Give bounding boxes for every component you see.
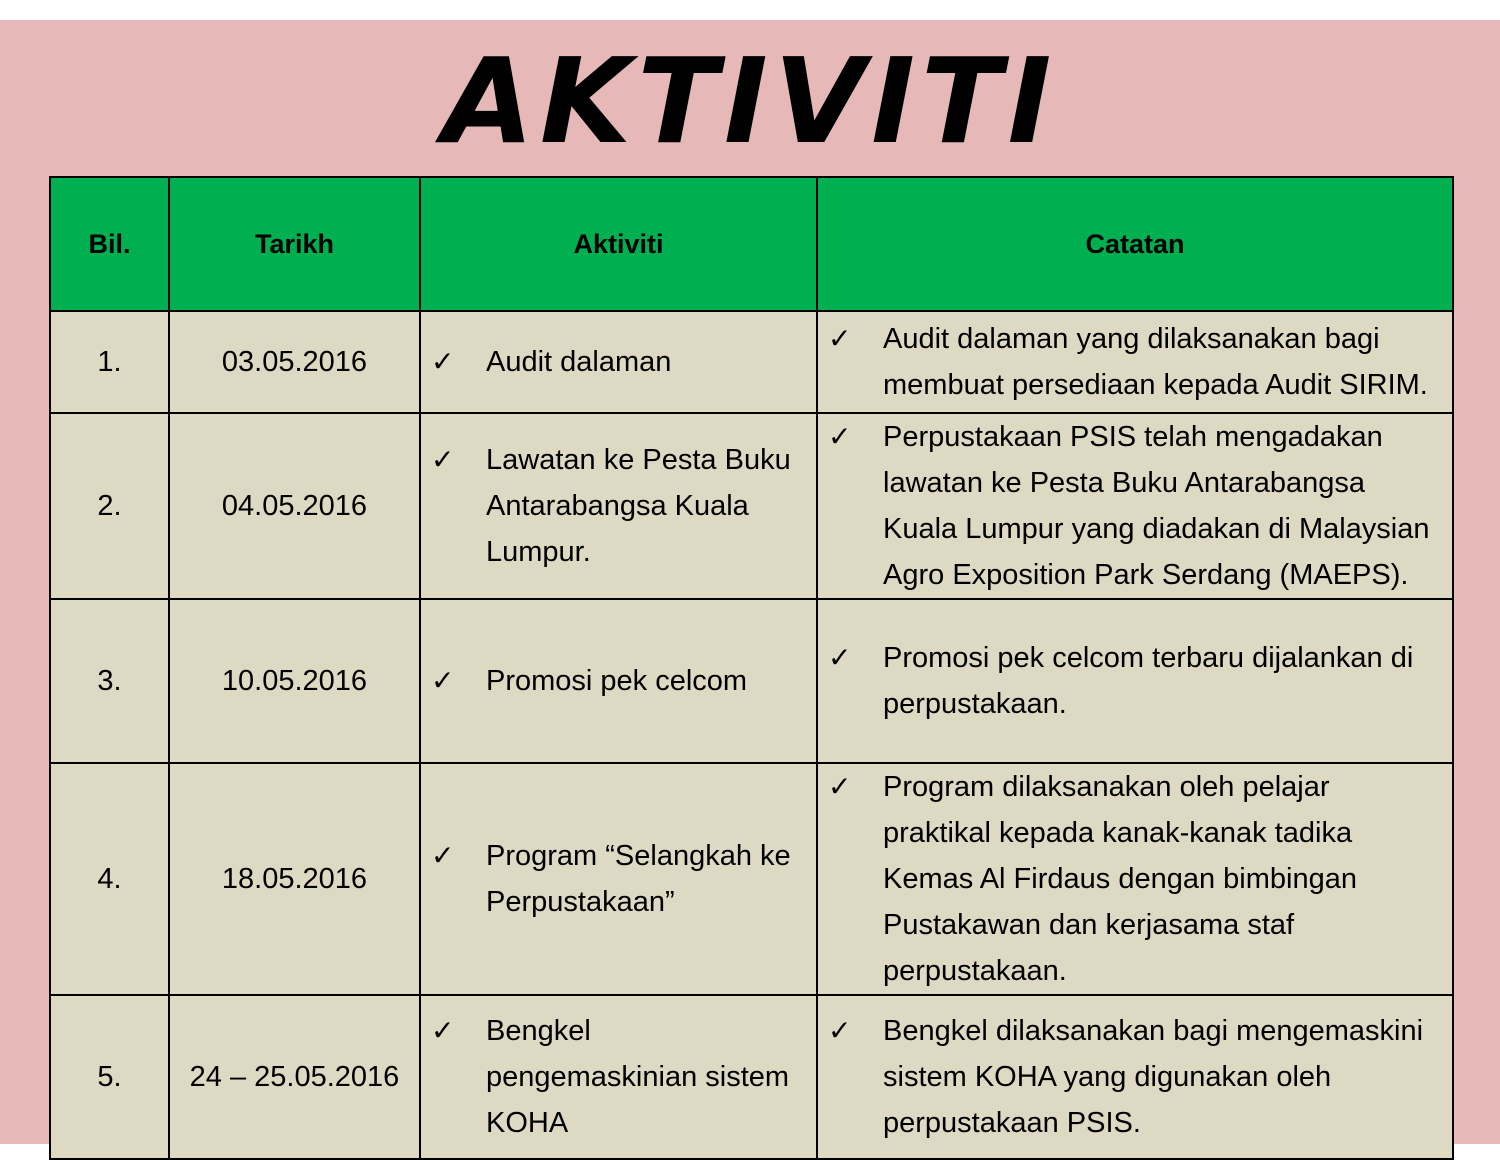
checkmark-icon: ✓	[431, 345, 455, 378]
checkmark-icon: ✓	[431, 664, 455, 697]
row-aktiviti-cell	[420, 599, 817, 763]
header-tarikh: Tarikh	[169, 177, 420, 311]
row-tarikh: 03.05.2016	[169, 311, 420, 413]
row-aktiviti: Bengkel pengemaskinian sistem KOHA	[486, 1015, 790, 1139]
row-catatan-cell	[817, 995, 1453, 1159]
header-bil: Bil.	[50, 177, 169, 311]
slide	[0, 20, 1500, 1144]
row-bil: 1.	[50, 311, 169, 413]
table-header-row	[50, 177, 1453, 311]
table-row	[50, 995, 1453, 1159]
table-row	[50, 413, 1453, 599]
row-tarikh: 10.05.2016	[169, 599, 420, 763]
row-catatan-cell	[817, 599, 1453, 763]
table-row	[50, 311, 1453, 413]
table-row	[50, 763, 1453, 995]
row-catatan-cell	[817, 763, 1453, 995]
checkmark-icon: ✓	[828, 322, 852, 355]
row-aktiviti: Audit dalaman	[486, 346, 672, 378]
row-catatan-cell	[817, 413, 1453, 599]
checkmark-icon: ✓	[828, 770, 852, 803]
row-catatan: Perpustakaan PSIS telah mengadakan lawatan ke Pesta Buku Antarabangsa Kuala Lumpur yang diadakan di Malaysian Agro Exposition Park Serdang (MAEPS).	[883, 421, 1430, 591]
checkmark-icon: ✓	[828, 420, 852, 453]
row-aktiviti-cell	[420, 995, 817, 1159]
header-catatan: Catatan	[817, 177, 1453, 311]
row-bil: 4.	[50, 763, 169, 995]
table-row	[50, 599, 1453, 763]
checkmark-icon: ✓	[431, 443, 455, 476]
row-aktiviti-cell	[420, 763, 817, 995]
checkmark-icon: ✓	[828, 1014, 852, 1047]
row-catatan-cell	[817, 311, 1453, 413]
activity-table	[49, 176, 1454, 1160]
checkmark-icon: ✓	[431, 839, 455, 872]
row-catatan: Audit dalaman yang dilaksanakan bagi membuat persediaan kepada Audit SIRIM.	[883, 323, 1428, 401]
header-aktiviti: Aktiviti	[420, 177, 817, 311]
row-aktiviti: Program “Selangkah ke Perpustakaan”	[486, 840, 791, 918]
page-title: AKTIVITI	[442, 32, 1058, 170]
row-aktiviti-cell	[420, 311, 817, 413]
row-catatan: Promosi pek celcom terbaru dijalankan di perpustakaan.	[883, 642, 1414, 720]
row-aktiviti: Lawatan ke Pesta Buku Antarabangsa Kuala Lumpur.	[486, 444, 791, 568]
checkmark-icon: ✓	[828, 641, 852, 674]
row-aktiviti-cell	[420, 413, 817, 599]
row-catatan: Bengkel dilaksanakan bagi mengemaskini sistem KOHA yang digunakan oleh perpustakaan PSIS.	[883, 1015, 1424, 1139]
row-catatan: Program dilaksanakan oleh pelajar praktikal kepada kanak-kanak tadika Kemas Al Firdaus dengan bimbingan Pustakawan dan kerjasama staf perpustakaan.	[883, 771, 1357, 987]
row-aktiviti: Promosi pek celcom	[486, 665, 748, 697]
row-bil: 2.	[50, 413, 169, 599]
row-tarikh: 24 – 25.05.2016	[169, 995, 420, 1159]
checkmark-icon: ✓	[431, 1014, 455, 1047]
row-bil: 3.	[50, 599, 169, 763]
row-tarikh: 04.05.2016	[169, 413, 420, 599]
row-bil: 5.	[50, 995, 169, 1159]
row-tarikh: 18.05.2016	[169, 763, 420, 995]
